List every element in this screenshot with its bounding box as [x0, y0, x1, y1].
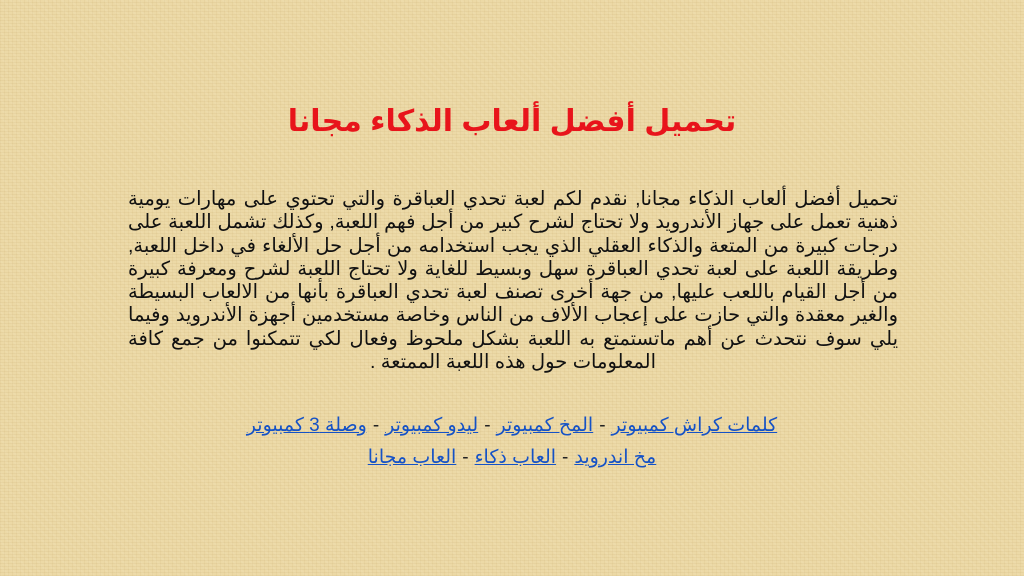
link-separator: - [599, 415, 606, 436]
link-separator: - [372, 415, 380, 436]
link-ludo-pc[interactable]: ليدو كمبيوتر [385, 415, 479, 436]
link-candy-crush-words-pc[interactable]: كلمات كراش كمبيوتر [611, 415, 778, 436]
link-connect-3-pc[interactable]: وصلة 3 كمبيوتر [246, 415, 367, 436]
link-brain-pc[interactable]: المخ كمبيوتر [496, 415, 594, 436]
slide-body-text: تحميل أفضل ألعاب الذكاء مجانا, نقدم لكم لعبة تحدي العباقرة والتي تحتوي على مهارات يومية ذهنية تعمل على جهاز الأندرويد ولا تحتاج لشرح كبير من أجل فهم اللعبة, وكذلك تشمل اللعبة على درجات كبيرة من المتعة والذكاء العقلي الذي يجب استخدامه من أجل حل الألغاء في داخل اللعبة, وطريقة اللعبة على لعبة تحدي العباقرة سهل وبسيط للغاية ولا تحتاج اللعبة لشرح ومعرفة كبيرة من أجل القيام باللعب عليها, من جهة أخرى تصنف لعبة تحدي العباقرة بأنها من الالعاب البسيطة والغير معقدة والتي حازت على إعجاب الألاف من الناس وخاصة مستخدمين أجهزة الأندرويد وفيما يلي سوف نتحدث عن أهم ماتستمتع به اللعبة بشكل ملحوظ وفعال لكي تتمكنوا من جمع كافة المعلومات حول هذه اللعبة الممتعة . [128, 188, 898, 374]
links-row-1 [0, 410, 1024, 442]
slide-title: تحميل أفضل ألعاب الذكاء مجانا [287, 105, 737, 138]
link-separator: - [484, 415, 491, 436]
link-separator: - [562, 447, 569, 468]
links-row-2 [0, 442, 1024, 474]
link-intelligence-games[interactable]: العاب ذكاء [474, 447, 557, 468]
link-brain-android[interactable]: مخ اندرويد [574, 447, 657, 468]
link-free-games[interactable]: العاب مجانا [367, 447, 457, 468]
link-separator: - [462, 447, 469, 468]
related-links [0, 410, 1024, 474]
